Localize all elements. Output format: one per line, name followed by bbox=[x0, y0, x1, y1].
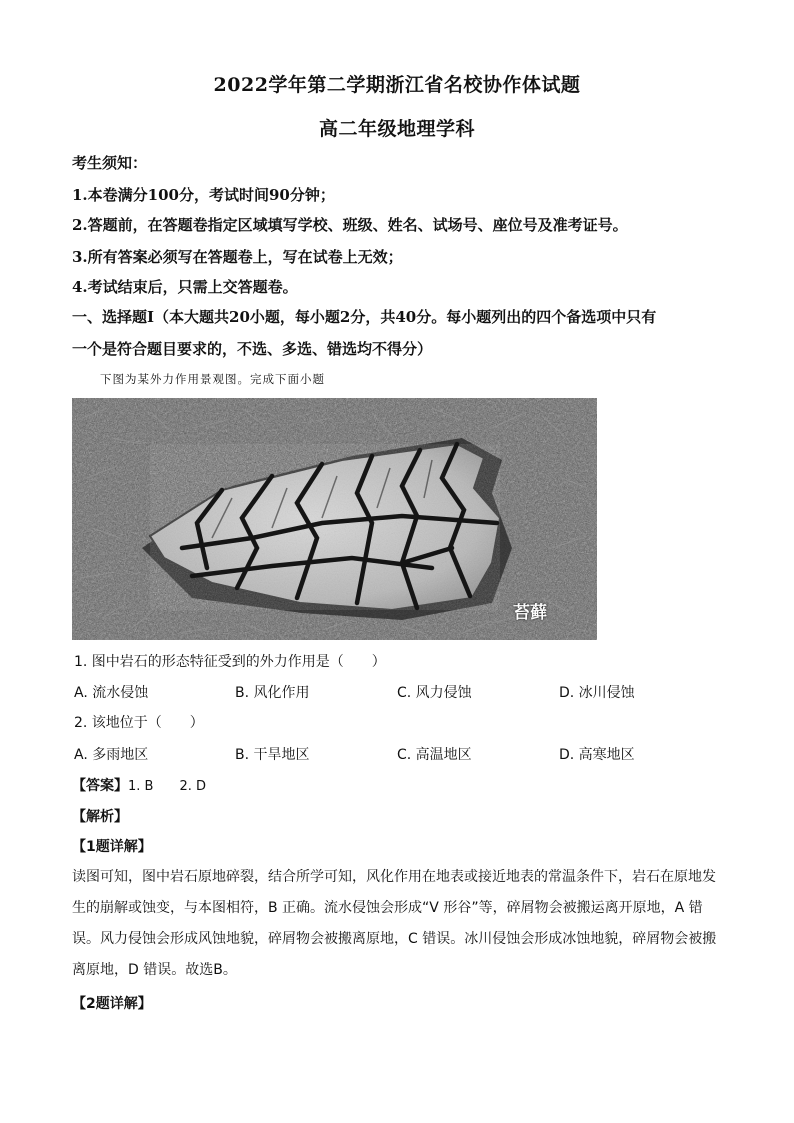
detail-1-line-3: 误。风力侵蚀会形成风蚀地貌，碎屑物会被搬离原地，C 错误。冰川侵蚀会形成冰蚀地貌，碎屑物会被搬 bbox=[72, 931, 717, 947]
detail-1-tag: 【1题详解】 bbox=[72, 839, 152, 855]
question-1-option-a: A. 流水侵蚀 bbox=[74, 685, 149, 701]
notice-heading: 考生须知： bbox=[72, 154, 148, 172]
question-1-stem: 1. 图中岩石的形态特征受到的外力作用是（ ） bbox=[74, 654, 386, 670]
section-heading-line1: 一、选择题Ⅰ（本大题共20小题，每小题2分，共40分。每小题列出的四个备选项中只有 bbox=[72, 308, 657, 326]
detail-1-line-2: 生的崩解或蚀变，与本图相符，B 正确。流水侵蚀会形成“V 形谷”等，碎屑物会被搬运离开原地，A 错 bbox=[72, 900, 703, 916]
notice-item-4: 4.考试结束后，只需上交答题卷。 bbox=[72, 278, 298, 296]
answer-tag: 【答案】 bbox=[72, 778, 128, 794]
detail-1-line-1: 读图可知，图中岩石原地碎裂，结合所学可知，风化作用在地表或接近地表的常温条件下，岩石在原地发 bbox=[72, 869, 716, 885]
analysis-tag: 【解析】 bbox=[72, 809, 128, 825]
detail-1-paragraph bbox=[72, 862, 722, 986]
question-2-option-a: A. 多雨地区 bbox=[74, 747, 149, 763]
moss-label: 苔藓 bbox=[513, 603, 547, 623]
question-1-option-b: B. 风化作用 bbox=[235, 685, 310, 701]
exam-title: 2022学年第二学期浙江省名校协作体试题 bbox=[213, 74, 581, 96]
answer-values: 1. B 2. D bbox=[128, 779, 207, 794]
detail-1-line-4: 离原地，D 错误。故选B。 bbox=[72, 962, 237, 978]
question-1-option-d: D. 冰川侵蚀 bbox=[559, 685, 635, 701]
question-2-option-b: B. 干旱地区 bbox=[235, 747, 310, 763]
notice-item-1: 1.本卷满分100分，考试时间90分钟； bbox=[72, 186, 335, 204]
notice-item-3: 3.所有答案必须写在答题卷上，写在试卷上无效； bbox=[72, 248, 403, 266]
answer-line bbox=[72, 775, 206, 795]
question-2-option-c: C. 高温地区 bbox=[397, 747, 472, 763]
detail-2-tag: 【2题详解】 bbox=[72, 996, 152, 1012]
notice-item-2: 2.答题前，在答题卷指定区域填写学校、班级、姓名、试场号、座位号及准考证号。 bbox=[72, 216, 628, 234]
question-2-option-d: D. 高寒地区 bbox=[559, 747, 635, 763]
question-1-option-c: C. 风力侵蚀 bbox=[397, 685, 472, 701]
section-heading-line2: 一个是符合题目要求的，不选、多选、错选均不得分） bbox=[72, 340, 433, 358]
question-2-stem: 2. 该地位于（ ） bbox=[74, 715, 204, 731]
exam-subtitle: 高二年级地理学科 bbox=[318, 118, 475, 140]
figure-intro: 下图为某外力作用景观图。完成下面小题 bbox=[100, 372, 325, 386]
